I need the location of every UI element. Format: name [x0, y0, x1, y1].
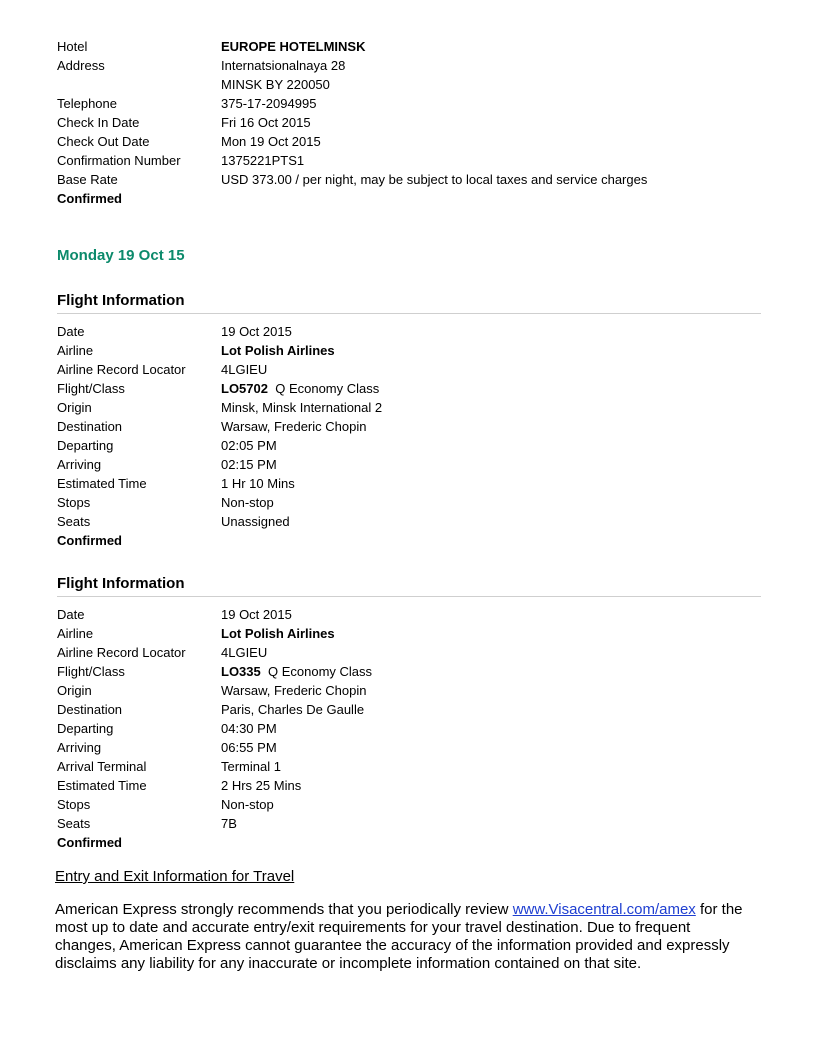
date-label: Date [57, 324, 85, 339]
flight-row [57, 398, 767, 417]
check-in-value: Fri 16 Oct 2015 [221, 115, 311, 130]
telephone-value: 375-17-2094995 [221, 96, 317, 111]
airline-value: Lot Polish Airlines [221, 343, 335, 358]
flight-2-section [57, 605, 767, 852]
flight-1-title: Flight Information [57, 292, 185, 309]
entry-exit-paragraph [55, 901, 755, 973]
hotel-name: EUROPE HOTELMINSK [221, 39, 366, 54]
confirmation-label: Confirmation Number [57, 153, 181, 168]
departing-value: 04:30 PM [221, 721, 277, 736]
stops-value: Non-stop [221, 495, 274, 510]
seats-label: Seats [57, 816, 91, 831]
flight-class-label: Flight/Class [57, 664, 125, 679]
base-rate-row [57, 170, 767, 189]
stops-value: Non-stop [221, 797, 274, 812]
hotel-label: Hotel [57, 39, 88, 54]
address-line-1: Internatsionalnaya 28 [221, 58, 346, 73]
flight-row [57, 605, 767, 624]
flight-status: Confirmed [57, 533, 122, 548]
check-in-label: Check In Date [57, 115, 140, 130]
flight-row [57, 493, 767, 512]
origin-label: Origin [57, 400, 92, 415]
locator-value: 4LGIEU [221, 362, 268, 377]
flight-row [57, 795, 767, 814]
check-out-label: Check Out Date [57, 134, 150, 149]
locator-label: Airline Record Locator [57, 362, 186, 377]
flight-row [57, 643, 767, 662]
entry-text-after: for the most up to date and accurate entry/exit requirements for your travel destination. Due to frequent changes, American Express cannot guarantee the accuracy of the information provided and expressly disclaims any liability for any inaccurate or incomplete information contained on that site. [55, 901, 743, 972]
flight-number: LO5702 [221, 381, 268, 396]
hotel-section [57, 37, 767, 208]
flight-row [57, 700, 767, 719]
flight-class-value [221, 662, 372, 681]
stops-label: Stops [57, 797, 91, 812]
destination-value: Warsaw, Frederic Chopin [221, 419, 367, 434]
flight-row [57, 662, 767, 681]
address-line-2: MINSK BY 220050 [221, 77, 330, 92]
visacentral-link[interactable]: www.Visacentral.com/amex [512, 901, 696, 918]
confirmation-value: 1375221PTS1 [221, 153, 305, 168]
flight-class-label: Flight/Class [57, 381, 125, 396]
flight-row [57, 738, 767, 757]
arriving-value: 02:15 PM [221, 457, 277, 472]
seats-label: Seats [57, 514, 91, 529]
address-row [57, 56, 767, 75]
duration-label: Estimated Time [57, 476, 147, 491]
locator-value: 4LGIEU [221, 645, 268, 660]
flight-row [57, 379, 767, 398]
flight-row [57, 531, 767, 550]
date-label: Date [57, 607, 85, 622]
flight-row [57, 455, 767, 474]
address-label: Address [57, 58, 105, 73]
flight-row [57, 512, 767, 531]
departing-label: Departing [57, 438, 114, 453]
seats-value: Unassigned [221, 514, 290, 529]
arriving-value: 06:55 PM [221, 740, 277, 755]
base-rate-label: Base Rate [57, 172, 118, 187]
locator-label: Airline Record Locator [57, 645, 186, 660]
entry-text-before: American Express strongly recommends that you periodically review [55, 901, 513, 918]
flight-row [57, 624, 767, 643]
flight-row [57, 814, 767, 833]
flight-2-divider [57, 596, 761, 597]
check-out-value: Mon 19 Oct 2015 [221, 134, 321, 149]
duration-label: Estimated Time [57, 778, 147, 793]
check-out-row [57, 132, 767, 151]
terminal-value: Terminal 1 [221, 759, 281, 774]
airline-value: Lot Polish Airlines [221, 626, 335, 641]
flight-class: Q Economy Class [275, 381, 380, 396]
entry-exit-title: Entry and Exit Information for Travel [55, 868, 295, 885]
airline-label: Airline [57, 626, 94, 641]
flight-row [57, 417, 767, 436]
flight-row [57, 833, 767, 852]
departing-label: Departing [57, 721, 114, 736]
duration-value: 1 Hr 10 Mins [221, 476, 295, 491]
flight-row [57, 719, 767, 738]
flight-row [57, 757, 767, 776]
telephone-row [57, 94, 767, 113]
flight-class: Q Economy Class [267, 664, 373, 679]
flight-row [57, 341, 767, 360]
hotel-row [57, 37, 767, 56]
check-in-row [57, 113, 767, 132]
destination-value: Paris, Charles De Gaulle [221, 702, 365, 717]
flight-status: Confirmed [57, 835, 122, 850]
telephone-label: Telephone [57, 96, 117, 111]
base-rate-value: USD 373.00 / per night, may be subject to local taxes and service charges [221, 172, 648, 187]
flight-row [57, 360, 767, 379]
flight-row [57, 436, 767, 455]
flight-row [57, 322, 767, 341]
stops-label: Stops [57, 495, 91, 510]
origin-value: Minsk, Minsk International 2 [221, 400, 383, 415]
flight-1-section [57, 322, 767, 550]
flight-row [57, 681, 767, 700]
hotel-status: Confirmed [57, 191, 122, 206]
day-heading: Monday 19 Oct 15 [57, 247, 185, 264]
airline-label: Airline [57, 343, 94, 358]
flight-number: LO335 [221, 664, 261, 679]
destination-label: Destination [57, 702, 123, 717]
date-value: 19 Oct 2015 [221, 607, 292, 622]
flight-1-divider [57, 313, 761, 314]
hotel-status-row [57, 189, 767, 208]
arriving-label: Arriving [57, 740, 102, 755]
arriving-label: Arriving [57, 457, 102, 472]
departing-value: 02:05 PM [221, 438, 277, 453]
date-value: 19 Oct 2015 [221, 324, 292, 339]
duration-value: 2 Hrs 25 Mins [221, 778, 302, 793]
origin-value: Warsaw, Frederic Chopin [221, 683, 367, 698]
flight-row [57, 776, 767, 795]
flight-class-value [221, 379, 379, 398]
confirmation-row [57, 151, 767, 170]
seats-value: 7B [221, 816, 237, 831]
terminal-label: Arrival Terminal [57, 759, 147, 774]
flight-row [57, 474, 767, 493]
flight-2-title: Flight Information [57, 575, 185, 592]
origin-label: Origin [57, 683, 92, 698]
address-row-2 [57, 75, 767, 94]
destination-label: Destination [57, 419, 123, 434]
